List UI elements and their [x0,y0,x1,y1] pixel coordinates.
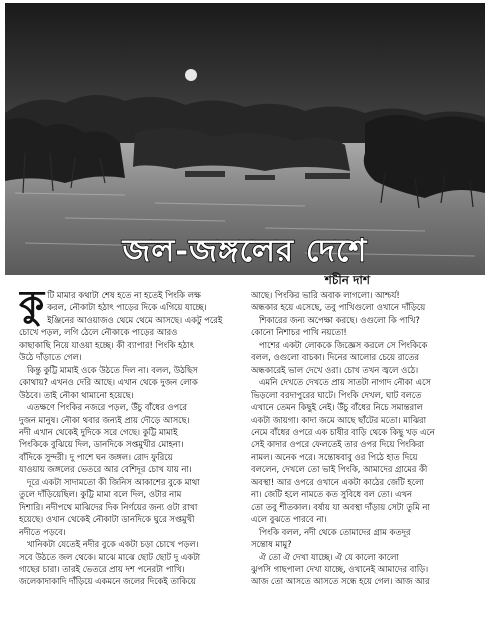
text-line: বাঁদিকে সুন্দরী। দু পাশে ঘন জঙ্গল। রোদ ফুরিয়ে [19,451,173,462]
text-line: শিকারের জন্য অপেক্ষা করছে। ওগুলো কি পাখি? [259,314,420,325]
text-line: বললেন, দেখলে তো ভাই পিংকি, আমাদের গ্রামের কী [251,464,428,475]
text-line: ঝুপসি গাছপালা দেখা যাচ্ছে, ওখানেই আমাদের বাড়ি। [251,563,429,574]
text-line: পিংকি বলল, নদী থেকে তোমাদের গ্রাম কতদূর [259,526,411,537]
text-line: আজ তো আসতে আসতে সন্ধে হয়ে গেল। আজ আর [251,576,430,587]
text-line: না। জেটি হলে নামতে কত সুবিধে বল তো। এখন [251,489,412,500]
text-line: ইঞ্জিনের আওয়াজও থেমে থেমে আসছে। একটু পরেই [47,314,223,325]
text-line: এলে বুঝতে পারবে না। [251,514,327,525]
text-line: এমনি দেখতে দেখতে প্রায় সাতটা নাগাদ নৌকা এসে [259,377,431,388]
text-line: নদীতে পড়বে। [19,526,66,537]
text-line: চোখে পড়ল, লগি ঠেলে নৌকাকে পাড়ের আরও [19,327,178,338]
text-line: পিংকিকে বুঝিয়ে দিল, ডানদিকে সপ্তমুখীর মোহনা। [19,439,184,450]
text-line: করল, নৌকাটা হঠাৎ পাড়ের দিকে এগিয়ে যাচ্ছে। [47,302,207,313]
text-line: কোথায়? এখনও দেরি আছে। এখান থেকে দুজন লোক [19,377,198,388]
text-line: তুলে দাঁড়িয়েছিল। কুট্টি মামা বলে দিল, ওটার নাম [19,489,182,500]
text-line: যাওয়ায় জঙ্গলের ভেতরে আর বেশিদূর চোখ যায় না। [19,464,192,475]
article-title: জল-জঙ্গলের দেশে [122,233,368,269]
article-author: শচীন দাশ [324,273,370,287]
text-line: সবে উঠতে জল থেকে। মাঝে মাঝে ছোট ছোট দু একটা [19,551,201,562]
text-line: আছে। পিংকির ভারি অবাক লাগলো। আশ্চর্য! [251,290,400,300]
dropcap: কু [19,289,45,325]
text-line: উঠে দাঁড়াতে গেল। [19,352,82,363]
left-column [19,289,237,637]
text-line: অন্ধকারেই ভাল দেখে ওরা। চোখ তখন জ্বলে ওঠে। [251,364,419,375]
text-line: সেই কাদার ওপরে ফেলতেই তার ওপর দিয়ে পিংকিরা [251,439,425,450]
text-line: নামল। অনেক পরে। সন্তোষবাবু ওর পিঠে হাত দিয়ে [251,451,418,462]
text-line: দুজন মানুষ। নৌকা থবার জন্যই প্রায় দৌড়ে আসছে। [19,414,190,425]
text-line: গাছের চারা। তারই ভেতরে প্রায় দশ পনেরটা পাখি। [19,563,185,574]
text-line: উঠবে। তাই নৌকা থামানো হয়েছে। [19,389,134,400]
text-line: খানিকটা যেতেই নদীর বুকে একটা চড়া চোখে পড়ল। [27,539,199,550]
text-line: নেমে বাঁধের ওপরে এক চাষীর বাড়ি থেকে কিছু খড় এনে [251,426,435,437]
text-line: একটা জায়গা। কাদা জমে আছে ছাঁটের মতো। মাঝিরা [251,414,427,425]
text-line: হয়েছে। ওখান থেকেই নৌকাটা ডানদিকে ঘুরে সপ্তমুখী [19,514,195,525]
text-line: কোনো নিশাচর পাখি নয়তো! [251,327,347,338]
text-line: এতক্ষণে পিংকির নজরে পড়ল, উঁচু বাঁধের ওপরে [27,402,188,413]
text-line: দিশারি। নদীপথে মাঝিদের দিক নির্ণয়ের জন্য ওটা রাখা [19,501,198,512]
text-line: তো তবু শীতকাল। বর্ষায় যা অবস্থা দাঁড়ায় সেটা তুমি না [251,501,430,512]
text-line: জলেকাদাকাদি দাঁড়িয়ে একমনে জলের দিকেই তাকিয়ে [19,576,196,587]
right-column [251,289,477,637]
text-line: টি মামার কথাটা শেষ হতে না হতেই পিংকি লক্ষ [47,290,201,300]
text-line: সন্তোষ মামু? [251,539,292,550]
text-line: অবস্থা! আর ওপরে ওখানে একটা কাঠের জেটি হলো [251,476,424,487]
text-line: ভিড়লো বরদাপুরের ঘাটে। পিংকি দেখল, ঘাট বলতে [251,389,422,400]
text-line: এখানে তেমন কিছুই নেই। উঁচু বাঁধের নিচে সমান্তরাল [251,402,423,413]
text-line: পাশের একটা লোককে জিজ্ঞেস করলে সে পিংকিকে [259,339,428,350]
text-line: ঐ তো ঐ দেখা যাচ্ছে। ঐ যে কালো কালো [259,551,399,562]
text-line: বলল, ওগুলো বাচকা। দিনের আলোর চেয়ে রাতের [251,352,419,363]
text-line: অন্ধকার হয়ে এসেছে, তবু পাখিগুলো ওখানে দাঁড়িয়ে [251,302,426,313]
text-line: দূরে একটা সাদামতো কী জিনিস আকাশের বুকে মাথা [27,476,200,487]
text-line: কাছাকাছি নিয়ে যাওয়া হচ্ছে। কী ব্যাপার! পিংকি হঠাৎ [19,339,194,350]
text-line: নদী এখান থেকেই দুদিকে সরে গেছে। কুট্টি মামাই [19,426,178,437]
text-line: কিন্তু কুট্টি মামাই ওকে উঠতে দিল না। বলল, উঠছিস [27,364,198,375]
